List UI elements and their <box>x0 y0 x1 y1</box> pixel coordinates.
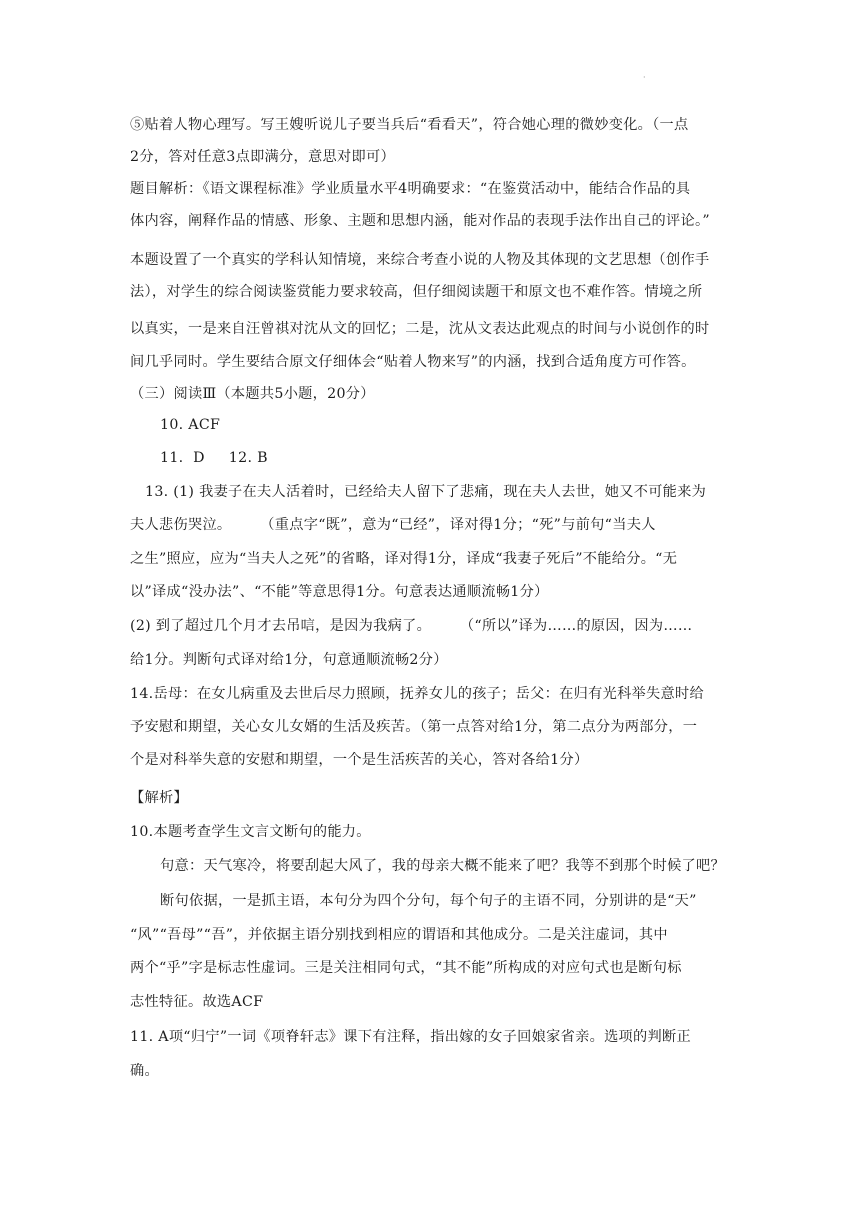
paragraph-line: 体内容，阐释作品的情感、形象、主题和思想内涵，能对作品的表现手法作出自己的评论。” <box>130 213 710 229</box>
paragraph-line: “风”“吾母”“吾”，并依据主语分别找到相应的谓语和其他成分。二是关注虚词，其中 <box>130 927 668 943</box>
scan-speck: · <box>643 73 646 82</box>
paragraph-line: 本题设置了一个真实的学科认知情境，来综合考查小说的人物及其体现的文艺思想（创作手 <box>130 252 710 268</box>
paragraph-line: 确。 <box>130 1063 159 1079</box>
paragraph-line: 题目解析：《语文课程标准》学业质量水平4明确要求：“在鉴赏活动中，能结合作品的具 <box>130 181 691 197</box>
paragraph-line: 给1分。判断句式译对给1分，句意通顺流畅2分） <box>130 652 448 668</box>
analysis-10: 10.本题考查学生文言文断句的能力。 <box>130 824 371 840</box>
paragraph-line: 志性特征。故选ACF <box>130 994 264 1010</box>
paragraph-line: 两个“乎”字是标志性虚词。三是关注相同句式，“其不能”所构成的对应句式也是断句标 <box>130 960 682 976</box>
paragraph-line: 法），对学生的综合阅读鉴赏能力要求较高，但仔细阅读题干和原文也不难作答。情境之所 <box>130 284 703 300</box>
paragraph-line: 间几乎同时。学生要结合原文仔细体会“贴着人物来写”的内涵，找到合适角度方可作答。 <box>130 354 696 370</box>
section-heading: （三）阅读Ⅲ（本题共5小题，20分） <box>130 386 375 402</box>
paragraph-line: 予安慰和期望，关心女儿女婿的生活及疾苦。（第一点答对给1分，第二点分为两部分，一 <box>130 719 698 735</box>
analysis-heading: 【解析】 <box>130 790 188 806</box>
paragraph-line: 以真实，一是来自汪曾祺对沈从文的回忆；二是，沈从文表达此观点的时间与小说创作的时 <box>130 321 710 337</box>
analysis-11: 11. A项“归宁”一词《项脊轩志》课下有注释，指出嫁的女子回娘家省亲。选项的判断正 <box>130 1029 691 1045</box>
answer-14: 14.岳母：在女儿病重及去世后尽力照顾，抚养女儿的孩子；岳父：在归有光科举失意时给 <box>130 686 704 702</box>
answer-13-2: (2) 到了超过几个月才去吊唁，是因为我病了。 （“所以”译为……的原因，因为…… <box>130 618 693 634</box>
paragraph-line: ⑤贴着人物心理写。写王嫂听说儿子要当兵后“看看天”，符合她心理的微妙变化。（一点 <box>130 117 689 133</box>
answer-11-12: 11. D 12. B <box>160 450 268 466</box>
paragraph-line: 夫人悲伤哭泣。 （重点字“既”，意为“已经”，译对得1分；“死”与前句“当夫人 <box>130 517 656 533</box>
answer-10: 10. ACF <box>160 417 221 433</box>
answer-13-1: 13. (1) 我妻子在夫人活着时，已经给夫人留下了悲痛，现在夫人去世，她又不可能来为 <box>145 484 707 500</box>
sentence-meaning: 句意：天气寒冷，将要刮起大风了，我的母亲大概不能来了吧？我等不到那个时候了吧？ <box>160 858 726 874</box>
paragraph-line: 个是对科举失意的安慰和期望，一个是生活疾苦的关心，答对各给1分） <box>130 752 589 768</box>
paragraph-line: 断句依据，一是抓主语，本句分为四个分句，每个句子的主语不同，分别讲的是“天” <box>160 893 697 909</box>
paragraph-line: 2分，答对任意3点即满分，意思对即可） <box>130 149 395 165</box>
paragraph-line: 之生”照应，应为“当夫人之死”的省略，译对得1分，译成“我妻子死后”不能给分。“无 <box>130 551 678 567</box>
paragraph-line: 以”译成“没办法”、“不能”等意思得1分。句意表达通顺流畅1分） <box>130 584 549 600</box>
